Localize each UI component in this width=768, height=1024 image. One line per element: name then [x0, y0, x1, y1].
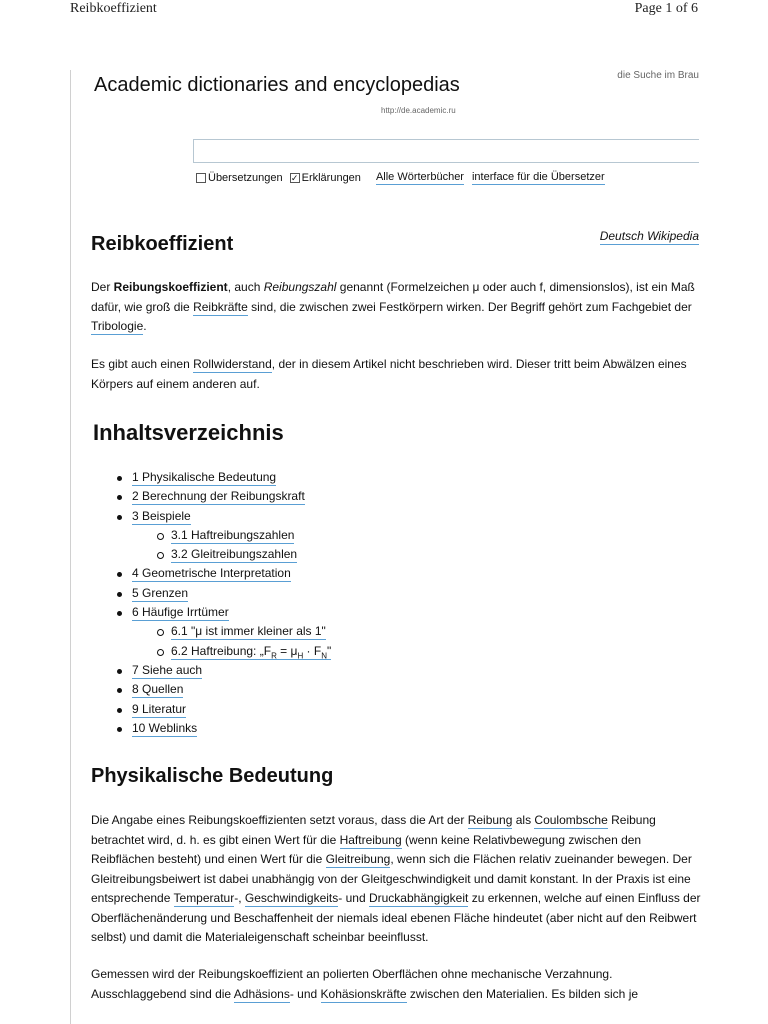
section-heading: Physikalische Bedeutung — [91, 765, 334, 787]
toc-subitem — [115, 642, 331, 661]
checkbox-checked-icon: ✓ — [290, 173, 299, 183]
measurement-paragraph — [91, 965, 701, 1004]
reibkraefte-link[interactable]: Reibkräfte — [193, 299, 248, 314]
translations-checkbox-label: Übersetzungen — [208, 172, 283, 184]
text: Es gibt auch einen — [91, 357, 194, 371]
search-options — [196, 171, 605, 185]
druckabhaengigkeit-link[interactable]: Druckabhängigkeit — [368, 891, 469, 905]
checkbox-unchecked-icon — [196, 173, 206, 183]
text: zwischen den Materialien. Es bilden sich je — [406, 986, 639, 1001]
text: sind, die zwischen zwei Festkörpern wirken. Der Begriff gehört zum Fachgebiet der — [247, 299, 692, 314]
text: , auch — [227, 280, 264, 294]
toc-item — [115, 468, 331, 487]
toc-link[interactable]: 2 Berechnung der Reibungskraft — [132, 489, 305, 504]
article-title: Reibkoeffizient — [91, 233, 234, 255]
toc-item — [115, 564, 331, 583]
toc-link[interactable]: 4 Geometrische Interpretation — [132, 566, 291, 581]
toc-link[interactable]: 3 Beispiele — [132, 508, 191, 523]
text: , der in diesem Artikel nicht beschrieben wird. Dieser tritt beim Abwälzen eines Körpers auf einem anderen auf. — [91, 357, 687, 391]
geschwindigkeits-link[interactable]: Geschwindigkeits — [244, 891, 339, 905]
toc-link[interactable]: 9 Literatur — [132, 701, 187, 716]
kohaesionskraefte-link[interactable]: Kohäsionskräfte — [320, 986, 407, 1001]
print-header — [0, 0, 768, 20]
site-url: http://de.academic.ru — [381, 106, 456, 115]
search-input[interactable] — [193, 139, 699, 163]
text: (wenn keine Relativbewegung zwischen den Reibflächen besteht) und einen Wert für die — [91, 832, 642, 866]
toc-item — [115, 584, 331, 603]
toc-heading: Inhaltsverzeichnis — [93, 420, 284, 445]
toc-text: = μ — [276, 643, 298, 658]
text: . — [143, 319, 147, 333]
toc-link[interactable]: 3.1 Haftreibungszahlen — [171, 527, 295, 542]
text: genannt (Formelzeichen μ oder auch f, dimensionslos), ist ein Maß dafür, wie groß die — [91, 280, 695, 314]
text: als — [512, 813, 535, 827]
rollwiderstand-link[interactable]: Rollwiderstand — [193, 357, 272, 371]
text: Die Angabe eines Reibungskoeffizienten setzt voraus, dass die Art der — [91, 813, 468, 827]
toc-item — [115, 680, 331, 699]
text: - und — [338, 891, 369, 905]
toc-link[interactable]: 5 Grenzen — [132, 585, 189, 600]
toc-subitem — [115, 545, 331, 564]
toc-link[interactable]: 7 Siehe auch — [132, 662, 203, 677]
toc-item — [115, 507, 331, 526]
toc-item — [115, 700, 331, 719]
bold-term: Reibungskoeffizient — [113, 280, 228, 294]
temperatur-link[interactable]: Temperatur — [173, 891, 235, 905]
text: Reibung betrachtet wird, d. h. es gibt einen Wert für die — [91, 813, 656, 847]
intro-paragraph — [91, 278, 701, 337]
explanations-checkbox[interactable] — [290, 172, 361, 184]
text: -, — [234, 891, 245, 905]
toc-text: " — [327, 643, 332, 658]
toc-item — [115, 603, 331, 622]
text: - und — [289, 986, 321, 1001]
rollwiderstand-paragraph — [91, 355, 701, 394]
table-of-contents — [115, 468, 331, 738]
reibung-link[interactable]: Reibung — [467, 813, 513, 827]
wikipedia-source-link[interactable]: Deutsch Wikipedia — [599, 229, 699, 243]
page-frame — [70, 70, 701, 1024]
toc-item — [115, 487, 331, 506]
toc-item — [115, 661, 331, 680]
site-search-note: die Suche im Brau — [617, 70, 699, 81]
toc-subitem — [115, 526, 331, 545]
haftreibung-link[interactable]: Haftreibung — [339, 832, 402, 847]
subscript: R — [271, 651, 277, 661]
coulombsche-link[interactable]: Coulombsche — [534, 813, 608, 827]
physics-paragraph — [91, 811, 701, 948]
toc-item — [115, 719, 331, 738]
print-header-page-number: Page 1 of 6 — [634, 1, 698, 16]
translator-interface-link[interactable]: interface für die Übersetzer — [471, 171, 605, 183]
all-dictionaries-link[interactable]: Alle Wörterbücher — [375, 171, 464, 183]
translations-checkbox[interactable] — [196, 172, 283, 184]
italic-term: Reibungszahl — [263, 280, 337, 294]
text: , wenn sich die Flächen relativ zueinander bewegen. Der Gleitreibungsbeiwert ist dabei unabhängig von der Gleitgeschwindigkeit und damit konstant. In der Praxis ist eine entsprechende — [91, 852, 692, 905]
tribologie-link[interactable]: Tribologie — [91, 319, 144, 333]
explanations-checkbox-label: Erklärungen — [301, 172, 361, 184]
text: Gemessen wird der Reibungskoeffizient an polierten Oberflächen ohne mechanische Verzahnung. Ausschlaggebend sind die — [91, 967, 613, 1001]
toc-link[interactable] — [171, 644, 331, 660]
adhaesions-link[interactable]: Adhäsions — [233, 986, 290, 1001]
toc-link[interactable]: 3.2 Gleitreibungszahlen — [171, 547, 298, 562]
toc-link[interactable]: 1 Physikalische Bedeutung — [132, 470, 277, 484]
text: zu erkennen, welche auf einen Einfluss der Oberflächenänderung und Beschaffenheit der niemals ideal ebenen Fläche hindeutet (aber nicht auf den Reibwert selbst) und damit die Materialeigenschaft scheinbar beeinflusst. — [91, 891, 701, 944]
toc-subitem — [115, 622, 331, 641]
toc-link[interactable]: 8 Quellen — [132, 682, 184, 697]
subscript: N — [321, 651, 327, 661]
toc-text: · F — [303, 643, 322, 658]
toc-text: 6.2 Haftreibung: „F — [171, 643, 272, 658]
toc-link[interactable]: 6.1 "μ ist immer kleiner als 1" — [171, 624, 326, 639]
print-header-title: Reibkoeffizient — [70, 1, 157, 16]
site-title: Academic dictionaries and encyclopedias — [94, 74, 460, 96]
gleitreibung-link[interactable]: Gleitreibung — [325, 852, 391, 866]
text: Der — [91, 280, 114, 294]
toc-link[interactable]: 10 Weblinks — [132, 720, 198, 735]
toc-link[interactable]: 6 Häufige Irrtümer — [132, 605, 229, 620]
subscript: H — [297, 651, 304, 661]
